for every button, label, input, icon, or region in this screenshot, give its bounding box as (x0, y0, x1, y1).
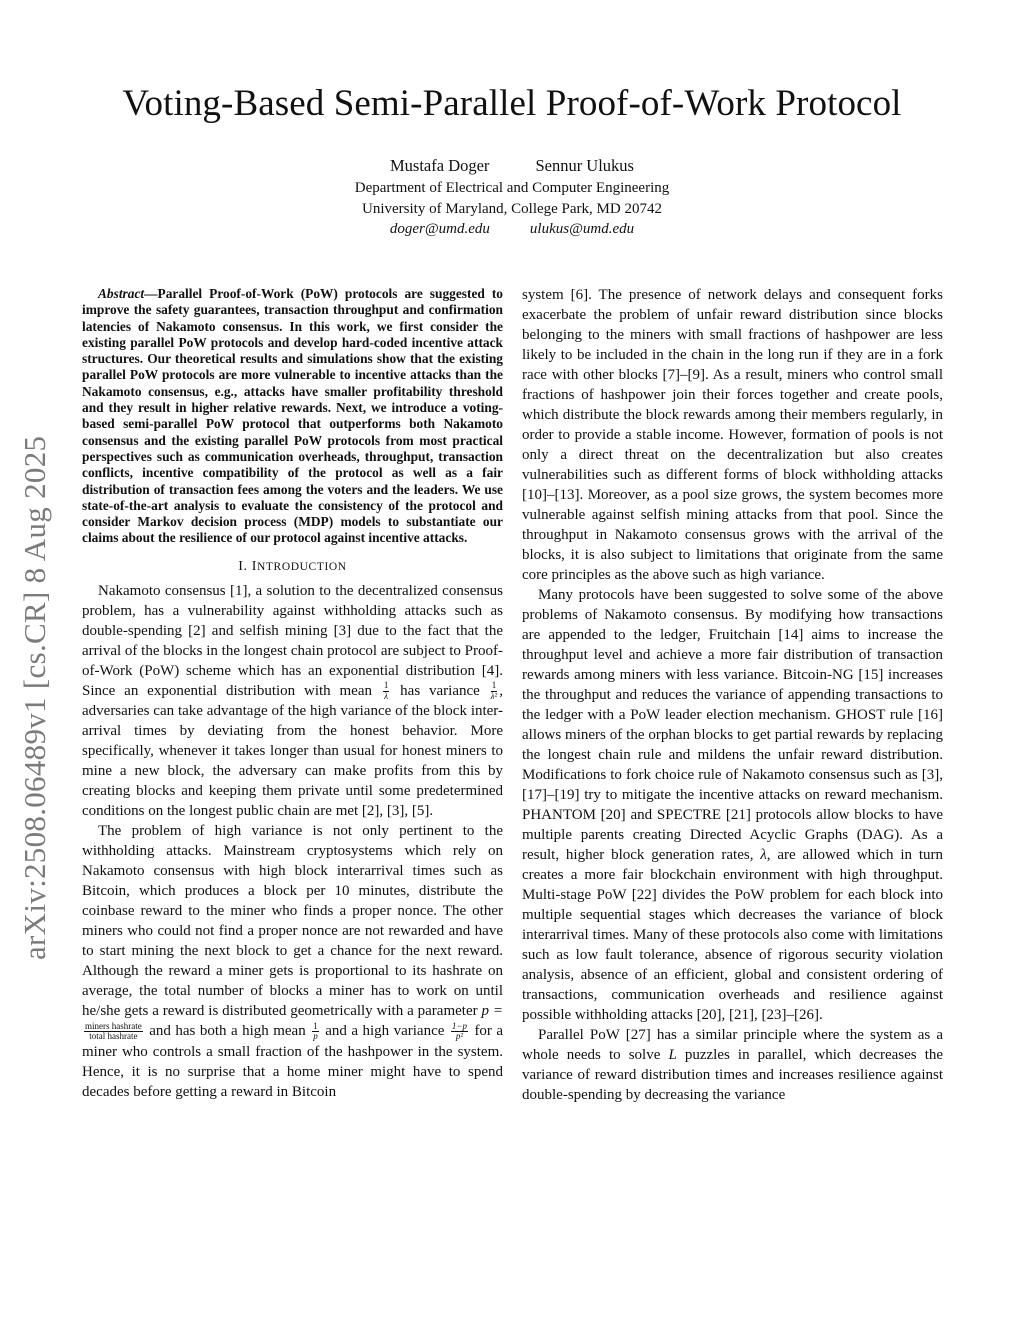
author-name: Mustafa Doger (390, 156, 490, 175)
paper-title: Voting-Based Semi-Parallel Proof-of-Work Protocol (122, 83, 902, 124)
department: Department of Electrical and Computer Engineering (354, 180, 670, 196)
fraction: $\frac{1-p}{\text{p²}}$ (451, 1020, 467, 1042)
fraction: $\frac{1}{\text{λ²}}$ (490, 680, 498, 701)
paragraph: Parallel PoW [27] has a similar principle where the system as a whole needs to solve L puzzles in parallel, which decreases the variance of reward distribution times and increases resilience against double-spending by decreasing the variance (522, 1027, 944, 1103)
paragraph: Nakamoto consensus [1], a solution to the decentralized consensus problem, has a vulnerability against withholding attacks such as double-spending [2] and selfish mining [3] due to the fact that the arrival of the blocks in the longest chain protocol are subject to Proof-of-Work (PoW) scheme which has an exponential distribution [4]. Since an exponential distribution with mean $\frac{1}{\lambda}$ has variance $\frac{1}{\text{λ²}}$ , adversaries can take advantage of the high variance of the block inter-arrival times by deviating from the honest behavior. More specifically, whenever it takes longer than usual for honest miners to mine a new block, the adversary can make profits from this by creating blocks and keeping them private until some predetermined conditions on the longest public chain are met [2], [3], [5]. (82, 582, 504, 820)
abstract-text: —Parallel Proof-of-Work (PoW) protocols are suggested to improve the safety guarantees, transaction throughput and confirmation latencies of Nakamoto consensus. In this work, we first consider the existing parallel PoW protocols and develop hard-coded incentive attack structures. Our theoretical results and simulations show that the existing parallel PoW protocols are more vulnerable to incentive attacks than the Nakamoto consensus, e.g., attacks have smaller profitability threshold and they result in higher relative rewards. Next, we introduce a voting-based semi-parallel PoW protocol that outperforms both Nakamoto consensus and the existing parallel PoW protocols from most practical perspectives such as communication overheads, throughput, transaction conflicts, incentive compatibility of the protocol as well as a fair distribution of transaction fees among the voters and the leaders. We use state-of-the-art analysis to evaluate the consistency of the protocol and consider Markov decision process (MDP) models to substantiate our claims about the resilience of our protocol against incentive attacks. (82, 286, 503, 546)
affiliation-block (0, 178, 1024, 240)
right-column (522, 285, 943, 1105)
fraction: $\frac{1}{p}$ (313, 1020, 318, 1042)
fraction: $\frac{\text{miners hashrate}}{\text{total hashrate}}$ (85, 1020, 142, 1042)
email-line (0, 219, 1024, 240)
paragraph: The problem of high variance is not only pertinent to the withholding attacks. Mainstream cryptosystems which rely on Nakamoto consensus with high block interarrival times such as Bitcoin, which produces a block per 10 minutes, distribute the coinbase reward to the miner who finds a proper nonce. The other miners who could not find a proper nonce are not rewarded and have to start mining the next block to get a chance for the next reward. Although the reward a miner gets is proportional to its hashrate on average, the total number of blocks a miner has to work on until he/she gets a reward is distributed geometrically with a parameter p = $\frac{\text{miners hashrate}}{\text{total hashrate}}$ and has both a high mean $\frac{1}{p}$ and a high variance $\frac{1-p}{\text{p²}}$ for a miner who controls a small fraction of the hashpower in the system. Hence, it is no surprise that a home miner might have to spend decades before getting a reward in Bitcoin (82, 823, 504, 1100)
paragraph: system [6]. The presence of network delays and consequent forks exacerbate the problem of unfair reward distribution since blocks belonging to the miners with small fractions of hashpower are less likely to be included in the chain in the long run if they are in a fork race with other blocks [7]–[9]. As a result, miners who control small fractions of hashpower join their forces together and create pools, which distribute the block rewards among their members regularly, in order to provide a stable income. However, formation of pools is not only a direct threat on the decentralization but also creates vulnerabilities such as different forms of block withholding attacks [10]–[13]. Moreover, as a pool size grows, the system becomes more vulnerable against selfish mining attacks from that pool. Since the throughput in Nakamoto consensus grows with the arrival of the blocks, it is also subject to limitations that originate from the same core principles as the above such as high variance. (522, 287, 943, 583)
left-column (82, 286, 503, 1102)
abstract (82, 286, 503, 547)
fraction: $\frac{1}{\lambda}$ (383, 680, 389, 701)
author-email: doger@umd.edu (389, 221, 490, 237)
author-email: ulukus@umd.edu (529, 221, 635, 237)
university: University of Maryland, College Park, MD 20742 (362, 200, 662, 217)
arxiv-stamp: arXiv:2508.06489v1 [cs.CR] 8 Aug 2025 (17, 435, 52, 960)
abstract-label: Abstract (98, 286, 145, 301)
paragraph: Many protocols have been suggested to solve some of the above problems of Nakamoto consensus. By modifying how transactions are appended to the ledger, Fruitchain [14] aims to increase the throughput level and achieve a more fair distribution of transaction rewards among miners with less variance. Bitcoin-NG [15] increases the throughput and reduces the variance of appending transactions to the ledger with a PoW leader election mechanism. GHOST rule [16] allows miners of the orphan blocks to get partial rewards by replacing the longest chain rule and mildens the unfair reward distribution. Modifications to fork choice rule of Nakamoto consensus such as [3], [17]–[19] try to mitigate the incentive attacks on reward mechanism. PHANTOM [20] and SPECTRE [21] protocols allow blocks to have multiple parents creating Directed Acyclic Graphs (DAG). As a result, higher block generation rates, λ, are allowed which in turn creates a more fair blockchain environment with high throughput. Multi-stage PoW [22] divides the PoW problem for each block into multiple sequential stages which decreases the variance of block interarrival times. Many of these protocols also come with limitations such as low fault tolerance, absence of rigorous security violation analysis, absence of an efficient, global and consistent ordering of transactions, communication overheads and resilience against possible withholding attacks [20], [21], [23]–[26]. (522, 587, 944, 1023)
author-list (0, 156, 1024, 176)
author-name: Sennur Ulukus (535, 156, 634, 175)
section-heading: I. INTRODUCTION (238, 558, 347, 574)
